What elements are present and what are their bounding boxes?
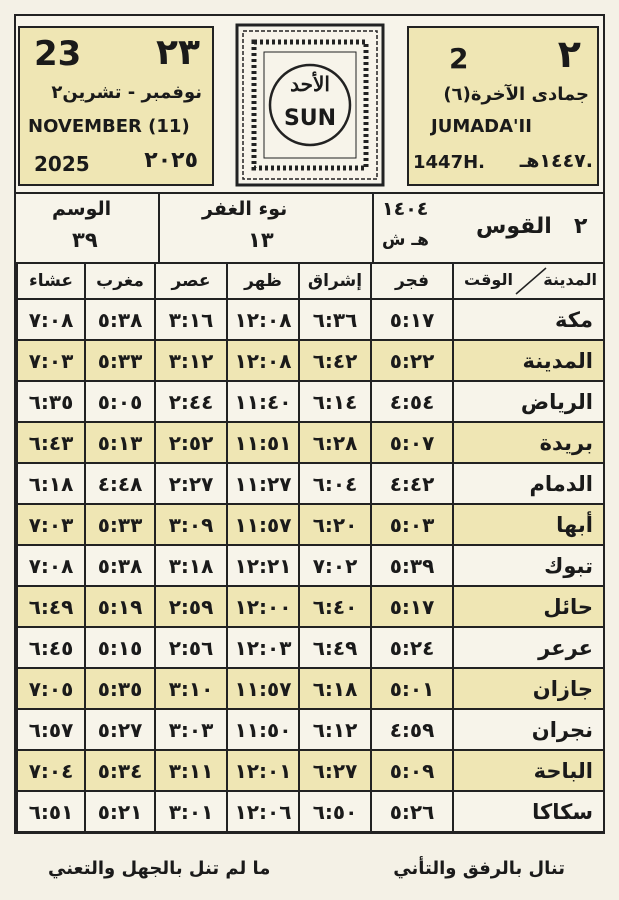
time-dhuhr: ١١:٥٧ xyxy=(227,504,299,545)
time-fajr: ٥:٠٩ xyxy=(371,750,453,791)
hijri-month-arabic: جمادى الآخرة(٦) xyxy=(443,84,589,105)
time-asr: ٢:٥٢ xyxy=(155,422,227,463)
hijri-day: 2 xyxy=(449,42,469,75)
time-asr: ٣:١٨ xyxy=(155,545,227,586)
table-row xyxy=(17,586,604,627)
time-shuruq: ٦:٢٨ xyxy=(299,422,371,463)
time-dhuhr: ١٢:٠١ xyxy=(227,750,299,791)
time-shuruq: ٦:١٨ xyxy=(299,668,371,709)
greg-day: 23 xyxy=(34,34,82,74)
time-maghrib: ٥:٢١ xyxy=(85,791,155,832)
time-shuruq: ٦:٢٠ xyxy=(299,504,371,545)
season-value: ٣٩ xyxy=(72,228,98,252)
time-fajr: ٥:٠٧ xyxy=(371,422,453,463)
time-fajr: ٤:٤٢ xyxy=(371,463,453,504)
table-header-row xyxy=(17,263,604,299)
table-row xyxy=(17,299,604,340)
header-asr: عصر xyxy=(155,263,227,299)
time-fajr: ٥:٢٦ xyxy=(371,791,453,832)
time-dhuhr: ١٢:٠٨ xyxy=(227,340,299,381)
calendar-page xyxy=(14,14,605,834)
greg-month-arabic: نوفمبر - تشرين٢ xyxy=(51,82,202,103)
time-isha: ٧:٠٣ xyxy=(17,340,85,381)
city-name: جازان xyxy=(453,668,604,709)
table-row xyxy=(17,545,604,586)
table-row xyxy=(17,422,604,463)
city-name: مكة xyxy=(453,299,604,340)
time-shuruq: ٧:٠٢ xyxy=(299,545,371,586)
time-dhuhr: ١٢:٠٦ xyxy=(227,791,299,832)
time-maghrib: ٥:٣٤ xyxy=(85,750,155,791)
time-maghrib: ٥:١٥ xyxy=(85,627,155,668)
header-city-time xyxy=(453,263,604,299)
time-fajr: ٥:٢٤ xyxy=(371,627,453,668)
proverb-right: تنال بالرفق والتأني xyxy=(393,858,565,879)
header-city: المدينة xyxy=(543,270,597,289)
time-fajr: ٥:٠١ xyxy=(371,668,453,709)
city-name: الباحة xyxy=(453,750,604,791)
table-row xyxy=(17,627,604,668)
city-name: تبوك xyxy=(453,545,604,586)
time-fajr: ٥:١٧ xyxy=(371,299,453,340)
time-maghrib: ٥:٣٨ xyxy=(85,299,155,340)
table-body xyxy=(17,299,604,832)
time-dhuhr: ١١:٥٠ xyxy=(227,709,299,750)
time-isha: ٦:٣٥ xyxy=(17,381,85,422)
header-dhuhr: ظهر xyxy=(227,263,299,299)
table-row xyxy=(17,668,604,709)
time-fajr: ٤:٥٤ xyxy=(371,381,453,422)
time-asr: ٢:٥٦ xyxy=(155,627,227,668)
solar-day: ٢ xyxy=(574,214,588,239)
city-name: نجران xyxy=(453,709,604,750)
city-name: عرعر xyxy=(453,627,604,668)
time-dhuhr: ١١:٥١ xyxy=(227,422,299,463)
seal-day-arabic: الأحد xyxy=(290,72,330,96)
time-isha: ٦:١٨ xyxy=(17,463,85,504)
table-row xyxy=(17,504,604,545)
naw-value: ١٣ xyxy=(248,228,274,252)
gregorian-date-box xyxy=(18,26,214,186)
time-maghrib: ٤:٤٨ xyxy=(85,463,155,504)
time-isha: ٧:٠٨ xyxy=(17,545,85,586)
time-shuruq: ٦:٤٢ xyxy=(299,340,371,381)
hijri-day-arabic: ٢ xyxy=(557,32,581,76)
time-dhuhr: ١٢:٠٣ xyxy=(227,627,299,668)
time-maghrib: ٥:٢٧ xyxy=(85,709,155,750)
seal-day-english: SUN xyxy=(283,106,337,131)
time-maghrib: ٥:٣٣ xyxy=(85,504,155,545)
header-shuruq: إشراق xyxy=(299,263,371,299)
time-dhuhr: ١٢:٠٨ xyxy=(227,299,299,340)
header-fajr: فجر xyxy=(371,263,453,299)
table-row xyxy=(17,381,604,422)
solar-month: القوس xyxy=(476,214,552,239)
time-asr: ٣:١٠ xyxy=(155,668,227,709)
header-isha: عشاء xyxy=(17,263,85,299)
time-maghrib: ٥:٠٥ xyxy=(85,381,155,422)
city-name: أبها xyxy=(453,504,604,545)
time-fajr: ٥:٢٢ xyxy=(371,340,453,381)
city-name: سكاكا xyxy=(453,791,604,832)
time-isha: ٧:٠٣ xyxy=(17,504,85,545)
time-shuruq: ٦:٤٠ xyxy=(299,586,371,627)
header-time: الوقت xyxy=(464,270,513,289)
time-asr: ٣:١١ xyxy=(155,750,227,791)
time-asr: ٣:٠١ xyxy=(155,791,227,832)
prayer-times-table xyxy=(16,262,605,833)
time-asr: ٣:١٦ xyxy=(155,299,227,340)
calendar-header xyxy=(16,16,603,194)
time-asr: ٢:٤٤ xyxy=(155,381,227,422)
city-name: المدينة xyxy=(453,340,604,381)
proverb-left: ما لم تنل بالجهل والتعني xyxy=(48,858,271,879)
table-row xyxy=(17,340,604,381)
table-row xyxy=(17,463,604,504)
time-maghrib: ٥:١٩ xyxy=(85,586,155,627)
time-asr: ٢:٢٧ xyxy=(155,463,227,504)
time-isha: ٧:٠٤ xyxy=(17,750,85,791)
time-asr: ٢:٥٩ xyxy=(155,586,227,627)
greg-year: 2025 xyxy=(34,152,90,176)
time-maghrib: ٥:٣٥ xyxy=(85,668,155,709)
hijri-date-box xyxy=(407,26,599,186)
time-asr: ٣:٠٩ xyxy=(155,504,227,545)
greg-month-english: NOVEMBER (11) xyxy=(28,116,190,137)
time-isha: ٦:٥٧ xyxy=(17,709,85,750)
time-shuruq: ٦:٤٩ xyxy=(299,627,371,668)
time-isha: ٦:٤٩ xyxy=(17,586,85,627)
solar-year-suffix: هـ ش xyxy=(382,230,429,250)
time-isha: ٧:٠٨ xyxy=(17,299,85,340)
day-seal xyxy=(234,22,386,188)
table-row xyxy=(17,709,604,750)
time-fajr: ٤:٥٩ xyxy=(371,709,453,750)
hijri-year-arabic: ١٤٤٧هـ. xyxy=(519,150,593,172)
time-shuruq: ٦:٢٧ xyxy=(299,750,371,791)
time-isha: ٧:٠٥ xyxy=(17,668,85,709)
time-shuruq: ٦:٠٤ xyxy=(299,463,371,504)
city-name: حائل xyxy=(453,586,604,627)
time-isha: ٦:٤٥ xyxy=(17,627,85,668)
time-shuruq: ٦:٥٠ xyxy=(299,791,371,832)
time-fajr: ٥:٣٩ xyxy=(371,545,453,586)
time-dhuhr: ١١:٢٧ xyxy=(227,463,299,504)
solar-year: ١٤٠٤ xyxy=(382,198,429,220)
greg-day-arabic: ٢٣ xyxy=(156,32,200,73)
time-isha: ٦:٤٣ xyxy=(17,422,85,463)
time-shuruq: ٦:١٢ xyxy=(299,709,371,750)
time-fajr: ٥:٠٣ xyxy=(371,504,453,545)
time-asr: ٣:٠٣ xyxy=(155,709,227,750)
divider xyxy=(158,192,160,262)
season-label: الوسم xyxy=(52,198,112,220)
time-maghrib: ٥:١٣ xyxy=(85,422,155,463)
hijri-year: 1447H. xyxy=(413,152,485,173)
season-info-row xyxy=(16,192,603,264)
naw-label: نوء الغفر xyxy=(202,198,288,220)
city-name: بريدة xyxy=(453,422,604,463)
city-name: الدمام xyxy=(453,463,604,504)
time-dhuhr: ١١:٥٧ xyxy=(227,668,299,709)
time-dhuhr: ١٢:٢١ xyxy=(227,545,299,586)
proverb-footer xyxy=(0,850,619,900)
table-row xyxy=(17,791,604,832)
table-row xyxy=(17,750,604,791)
time-shuruq: ٦:١٤ xyxy=(299,381,371,422)
time-isha: ٦:٥١ xyxy=(17,791,85,832)
time-dhuhr: ١٢:٠٠ xyxy=(227,586,299,627)
time-dhuhr: ١١:٤٠ xyxy=(227,381,299,422)
divider xyxy=(372,192,374,262)
time-maghrib: ٥:٣٨ xyxy=(85,545,155,586)
time-fajr: ٥:١٧ xyxy=(371,586,453,627)
hijri-month-english: JUMADA'II xyxy=(431,116,532,137)
header-maghrib: مغرب xyxy=(85,263,155,299)
time-shuruq: ٦:٣٦ xyxy=(299,299,371,340)
city-name: الرياض xyxy=(453,381,604,422)
time-maghrib: ٥:٣٣ xyxy=(85,340,155,381)
time-asr: ٣:١٢ xyxy=(155,340,227,381)
seal-ornament-icon xyxy=(234,22,386,188)
greg-year-arabic: ٢٠٢٥ xyxy=(144,148,198,173)
